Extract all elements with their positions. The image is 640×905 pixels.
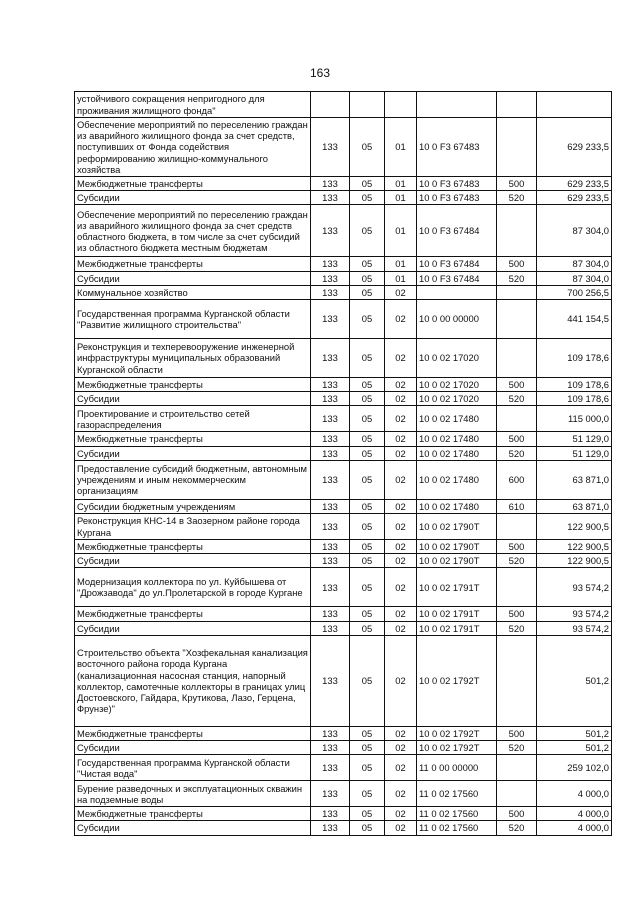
cell-sum: 122 900,5 xyxy=(537,514,612,540)
cell-csr: 11 0 02 17560 xyxy=(417,821,497,835)
cell-ved: 133 xyxy=(311,406,350,432)
cell-rz: 05 xyxy=(350,300,385,339)
cell-vr: 500 xyxy=(497,807,537,821)
table-row xyxy=(75,406,612,432)
cell-vr: 520 xyxy=(497,741,537,755)
cell-vr: 520 xyxy=(497,446,537,460)
cell-sum: 259 102,0 xyxy=(537,755,612,781)
cell-ved: 133 xyxy=(311,392,350,406)
cell-csr: 10 0 02 1790Т xyxy=(417,540,497,554)
cell-pr: 02 xyxy=(385,499,417,513)
cell-vr: 520 xyxy=(497,821,537,835)
cell-rz: 05 xyxy=(350,554,385,568)
cell-name: Государственная программа Курганской области "Чистая вода" xyxy=(75,755,311,781)
cell-rz: 05 xyxy=(350,432,385,446)
cell-rz: 05 xyxy=(350,339,385,378)
cell-vr: 520 xyxy=(497,554,537,568)
table-row xyxy=(75,460,612,499)
cell-name: Межбюджетные трансферты xyxy=(75,177,311,191)
cell-name: Межбюджетные трансферты xyxy=(75,607,311,621)
cell-name: Бурение разведочных и эксплуатационных скважин на подземные воды xyxy=(75,781,311,807)
cell-csr: 10 0 02 1791Т xyxy=(417,621,497,635)
cell-name: Межбюджетные трансферты xyxy=(75,540,311,554)
cell-ved: 133 xyxy=(311,514,350,540)
cell-name: Субсидии xyxy=(75,271,311,285)
cell-pr: 02 xyxy=(385,607,417,621)
cell-vr: 500 xyxy=(497,177,537,191)
cell-csr: 10 0 02 17480 xyxy=(417,446,497,460)
cell-rz: 05 xyxy=(350,514,385,540)
table-row xyxy=(75,635,612,726)
cell-rz: 05 xyxy=(350,621,385,635)
cell-vr: 520 xyxy=(497,271,537,285)
cell-name: Реконструкция и техперевооружение инженерной инфраструктуры муниципальных образований Курганской области xyxy=(75,339,311,378)
cell-name: Межбюджетные трансферты xyxy=(75,432,311,446)
cell-csr: 10 0 02 1791Т xyxy=(417,568,497,607)
cell-pr xyxy=(385,92,417,118)
cell-sum: 629 233,5 xyxy=(537,118,612,177)
cell-ved: 133 xyxy=(311,177,350,191)
table-row xyxy=(75,378,612,392)
table-row xyxy=(75,607,612,621)
cell-pr: 02 xyxy=(385,300,417,339)
table-row xyxy=(75,205,612,257)
cell-name: Субсидии xyxy=(75,191,311,205)
cell-rz: 05 xyxy=(350,755,385,781)
table-row xyxy=(75,540,612,554)
cell-pr: 01 xyxy=(385,271,417,285)
cell-name: Реконструкция КНС-14 в Заозерном районе города Кургана xyxy=(75,514,311,540)
table-row xyxy=(75,554,612,568)
cell-rz: 05 xyxy=(350,741,385,755)
table-row xyxy=(75,821,612,835)
table-row xyxy=(75,392,612,406)
cell-sum: 122 900,5 xyxy=(537,540,612,554)
cell-pr: 02 xyxy=(385,781,417,807)
cell-name: Проектирование и строительство сетей газораспределения xyxy=(75,406,311,432)
cell-csr: 10 0 F3 67484 xyxy=(417,257,497,271)
cell-pr: 02 xyxy=(385,514,417,540)
cell-pr: 01 xyxy=(385,205,417,257)
cell-sum: 501,2 xyxy=(537,635,612,726)
cell-sum: 51 129,0 xyxy=(537,432,612,446)
cell-vr: 520 xyxy=(497,191,537,205)
cell-sum: 93 574,2 xyxy=(537,621,612,635)
cell-csr: 10 0 02 1790Т xyxy=(417,554,497,568)
cell-csr: 10 0 02 17020 xyxy=(417,339,497,378)
cell-pr: 02 xyxy=(385,741,417,755)
cell-ved: 133 xyxy=(311,755,350,781)
cell-name: Субсидии xyxy=(75,821,311,835)
cell-vr: 610 xyxy=(497,499,537,513)
cell-ved: 133 xyxy=(311,554,350,568)
cell-ved: 133 xyxy=(311,257,350,271)
cell-ved: 133 xyxy=(311,339,350,378)
cell-csr: 10 0 00 00000 xyxy=(417,300,497,339)
cell-pr: 02 xyxy=(385,726,417,740)
cell-pr: 02 xyxy=(385,807,417,821)
cell-rz: 05 xyxy=(350,446,385,460)
cell-pr: 02 xyxy=(385,540,417,554)
cell-ved xyxy=(311,92,350,118)
cell-sum: 87 304,0 xyxy=(537,257,612,271)
cell-ved: 133 xyxy=(311,726,350,740)
cell-csr: 10 0 02 17020 xyxy=(417,378,497,392)
cell-vr: 500 xyxy=(497,607,537,621)
cell-name: Обеспечение мероприятий по переселению граждан из аварийного жилищного фонда за счет средств областного бюджета, в том числе за счет субсидий из областного бюджета местным бюджетам xyxy=(75,205,311,257)
cell-name: Предоставление субсидий бюджетным, автономным учреждениям и иным некоммерческим организациям xyxy=(75,460,311,499)
cell-pr: 01 xyxy=(385,257,417,271)
cell-name: Строительство объекта "Хозфекальная канализация восточного района города Кургана (канализационная насосная станция, напорный коллектор, самотечные коллекторы в границах улиц Достоевского, Гайдара, Крутикова, Лазо, Герцена, Фрунзе)" xyxy=(75,635,311,726)
cell-csr: 10 0 F3 67484 xyxy=(417,271,497,285)
cell-sum: 122 900,5 xyxy=(537,554,612,568)
cell-name: устойчивого сокращения непригодного для проживания жилищного фонда" xyxy=(75,92,311,118)
cell-csr: 10 0 02 1792Т xyxy=(417,635,497,726)
cell-vr: 520 xyxy=(497,621,537,635)
cell-sum: 629 233,5 xyxy=(537,191,612,205)
cell-pr: 01 xyxy=(385,118,417,177)
cell-csr: 10 0 02 17480 xyxy=(417,406,497,432)
cell-sum: 441 154,5 xyxy=(537,300,612,339)
table-row xyxy=(75,339,612,378)
cell-pr: 02 xyxy=(385,821,417,835)
table-row xyxy=(75,285,612,299)
cell-ved: 133 xyxy=(311,621,350,635)
cell-vr xyxy=(497,755,537,781)
cell-name: Субсидии бюджетным учреждениям xyxy=(75,499,311,513)
cell-sum: 93 574,2 xyxy=(537,607,612,621)
cell-csr: 10 0 02 1792Т xyxy=(417,726,497,740)
cell-name: Межбюджетные трансферты xyxy=(75,257,311,271)
cell-ved: 133 xyxy=(311,741,350,755)
cell-csr xyxy=(417,285,497,299)
cell-pr: 01 xyxy=(385,191,417,205)
cell-vr xyxy=(497,514,537,540)
cell-name: Субсидии xyxy=(75,621,311,635)
cell-pr: 02 xyxy=(385,635,417,726)
cell-sum: 115 000,0 xyxy=(537,406,612,432)
cell-ved: 133 xyxy=(311,300,350,339)
cell-sum: 700 256,5 xyxy=(537,285,612,299)
cell-rz: 05 xyxy=(350,392,385,406)
cell-name: Коммунальное хозяйство xyxy=(75,285,311,299)
cell-sum: 109 178,6 xyxy=(537,339,612,378)
cell-pr: 02 xyxy=(385,755,417,781)
cell-ved: 133 xyxy=(311,821,350,835)
cell-sum: 51 129,0 xyxy=(537,446,612,460)
cell-vr xyxy=(497,568,537,607)
cell-rz: 05 xyxy=(350,285,385,299)
cell-vr xyxy=(497,285,537,299)
cell-csr: 10 0 02 1791Т xyxy=(417,607,497,621)
cell-pr: 02 xyxy=(385,378,417,392)
cell-pr: 02 xyxy=(385,446,417,460)
cell-csr: 10 0 02 1790Т xyxy=(417,514,497,540)
cell-name: Межбюджетные трансферты xyxy=(75,726,311,740)
cell-rz: 05 xyxy=(350,568,385,607)
cell-sum: 109 178,6 xyxy=(537,378,612,392)
cell-sum: 63 871,0 xyxy=(537,460,612,499)
cell-ved: 133 xyxy=(311,285,350,299)
table-row xyxy=(75,568,612,607)
cell-rz: 05 xyxy=(350,499,385,513)
cell-pr: 01 xyxy=(385,177,417,191)
cell-ved: 133 xyxy=(311,807,350,821)
cell-csr: 10 0 02 17020 xyxy=(417,392,497,406)
table-row xyxy=(75,271,612,285)
cell-ved: 133 xyxy=(311,781,350,807)
table-row xyxy=(75,118,612,177)
cell-vr xyxy=(497,781,537,807)
cell-rz: 05 xyxy=(350,635,385,726)
cell-rz: 05 xyxy=(350,406,385,432)
cell-vr xyxy=(497,118,537,177)
cell-vr: 500 xyxy=(497,540,537,554)
cell-rz: 05 xyxy=(350,781,385,807)
table-row xyxy=(75,514,612,540)
cell-rz: 05 xyxy=(350,191,385,205)
table-row xyxy=(75,92,612,118)
cell-pr: 02 xyxy=(385,621,417,635)
cell-rz: 05 xyxy=(350,807,385,821)
cell-pr: 02 xyxy=(385,554,417,568)
cell-csr: 10 0 02 1792Т xyxy=(417,741,497,755)
cell-rz: 05 xyxy=(350,177,385,191)
cell-pr: 02 xyxy=(385,568,417,607)
table-row xyxy=(75,741,612,755)
table-row xyxy=(75,755,612,781)
cell-rz: 05 xyxy=(350,726,385,740)
cell-vr: 600 xyxy=(497,460,537,499)
table-row xyxy=(75,177,612,191)
cell-sum: 501,2 xyxy=(537,741,612,755)
cell-csr: 10 0 02 17480 xyxy=(417,460,497,499)
cell-ved: 133 xyxy=(311,540,350,554)
cell-ved: 133 xyxy=(311,378,350,392)
cell-sum: 87 304,0 xyxy=(537,205,612,257)
cell-pr: 02 xyxy=(385,392,417,406)
cell-ved: 133 xyxy=(311,271,350,285)
cell-ved: 133 xyxy=(311,446,350,460)
cell-csr: 10 0 F3 67483 xyxy=(417,177,497,191)
cell-pr: 02 xyxy=(385,406,417,432)
cell-rz: 05 xyxy=(350,205,385,257)
table-row xyxy=(75,781,612,807)
cell-ved: 133 xyxy=(311,568,350,607)
table-row xyxy=(75,726,612,740)
cell-csr: 11 0 02 17560 xyxy=(417,807,497,821)
cell-sum: 87 304,0 xyxy=(537,271,612,285)
table-row xyxy=(75,300,612,339)
cell-csr: 10 0 F3 67483 xyxy=(417,191,497,205)
budget-table xyxy=(74,91,612,836)
cell-sum: 109 178,6 xyxy=(537,392,612,406)
cell-sum: 93 574,2 xyxy=(537,568,612,607)
cell-sum: 4 000,0 xyxy=(537,821,612,835)
cell-vr: 500 xyxy=(497,432,537,446)
cell-sum: 63 871,0 xyxy=(537,499,612,513)
cell-pr: 02 xyxy=(385,460,417,499)
cell-ved: 133 xyxy=(311,499,350,513)
cell-ved: 133 xyxy=(311,205,350,257)
cell-rz: 05 xyxy=(350,378,385,392)
cell-name: Межбюджетные трансферты xyxy=(75,807,311,821)
cell-vr: 500 xyxy=(497,257,537,271)
cell-vr xyxy=(497,92,537,118)
table-body xyxy=(75,92,612,836)
cell-rz: 05 xyxy=(350,271,385,285)
cell-name: Субсидии xyxy=(75,554,311,568)
cell-vr xyxy=(497,300,537,339)
cell-ved: 133 xyxy=(311,191,350,205)
cell-rz: 05 xyxy=(350,460,385,499)
cell-rz: 05 xyxy=(350,257,385,271)
table-row xyxy=(75,257,612,271)
cell-vr: 500 xyxy=(497,726,537,740)
cell-rz: 05 xyxy=(350,821,385,835)
table-row xyxy=(75,432,612,446)
cell-rz: 05 xyxy=(350,540,385,554)
cell-csr: 11 0 02 17560 xyxy=(417,781,497,807)
cell-vr xyxy=(497,635,537,726)
cell-name: Субсидии xyxy=(75,446,311,460)
cell-vr xyxy=(497,205,537,257)
cell-vr: 500 xyxy=(497,378,537,392)
cell-csr xyxy=(417,92,497,118)
cell-name: Субсидии xyxy=(75,741,311,755)
cell-sum: 501,2 xyxy=(537,726,612,740)
cell-name: Модернизация коллектора по ул. Куйбышева от "Дрожзавода" до ул.Пролетарской в городе Кургане xyxy=(75,568,311,607)
page-number: 163 xyxy=(309,66,331,80)
cell-name: Межбюджетные трансферты xyxy=(75,378,311,392)
cell-ved: 133 xyxy=(311,432,350,446)
cell-rz: 05 xyxy=(350,118,385,177)
table-row xyxy=(75,499,612,513)
cell-ved: 133 xyxy=(311,635,350,726)
cell-pr: 02 xyxy=(385,285,417,299)
cell-ved: 133 xyxy=(311,607,350,621)
cell-pr: 02 xyxy=(385,432,417,446)
cell-ved: 133 xyxy=(311,460,350,499)
cell-name: Государственная программа Курганской области "Развитие жилищного строительства" xyxy=(75,300,311,339)
cell-csr: 10 0 02 17480 xyxy=(417,432,497,446)
cell-csr: 10 0 F3 67483 xyxy=(417,118,497,177)
cell-rz: 05 xyxy=(350,607,385,621)
table-row xyxy=(75,191,612,205)
table-row xyxy=(75,446,612,460)
cell-csr: 10 0 F3 67484 xyxy=(417,205,497,257)
cell-pr: 02 xyxy=(385,339,417,378)
table-row xyxy=(75,621,612,635)
cell-vr xyxy=(497,406,537,432)
cell-csr: 10 0 02 17480 xyxy=(417,499,497,513)
cell-sum: 629 233,5 xyxy=(537,177,612,191)
table-row xyxy=(75,807,612,821)
cell-sum: 4 000,0 xyxy=(537,781,612,807)
cell-ved: 133 xyxy=(311,118,350,177)
cell-vr xyxy=(497,339,537,378)
cell-sum xyxy=(537,92,612,118)
cell-rz xyxy=(350,92,385,118)
cell-name: Обеспечение мероприятий по переселению граждан из аварийного жилищного фонда за счет средств, поступивших от Фонда содействия реформированию жилищно-коммунального хозяйства xyxy=(75,118,311,177)
cell-vr: 520 xyxy=(497,392,537,406)
cell-csr: 11 0 00 00000 xyxy=(417,755,497,781)
cell-sum: 4 000,0 xyxy=(537,807,612,821)
cell-name: Субсидии xyxy=(75,392,311,406)
